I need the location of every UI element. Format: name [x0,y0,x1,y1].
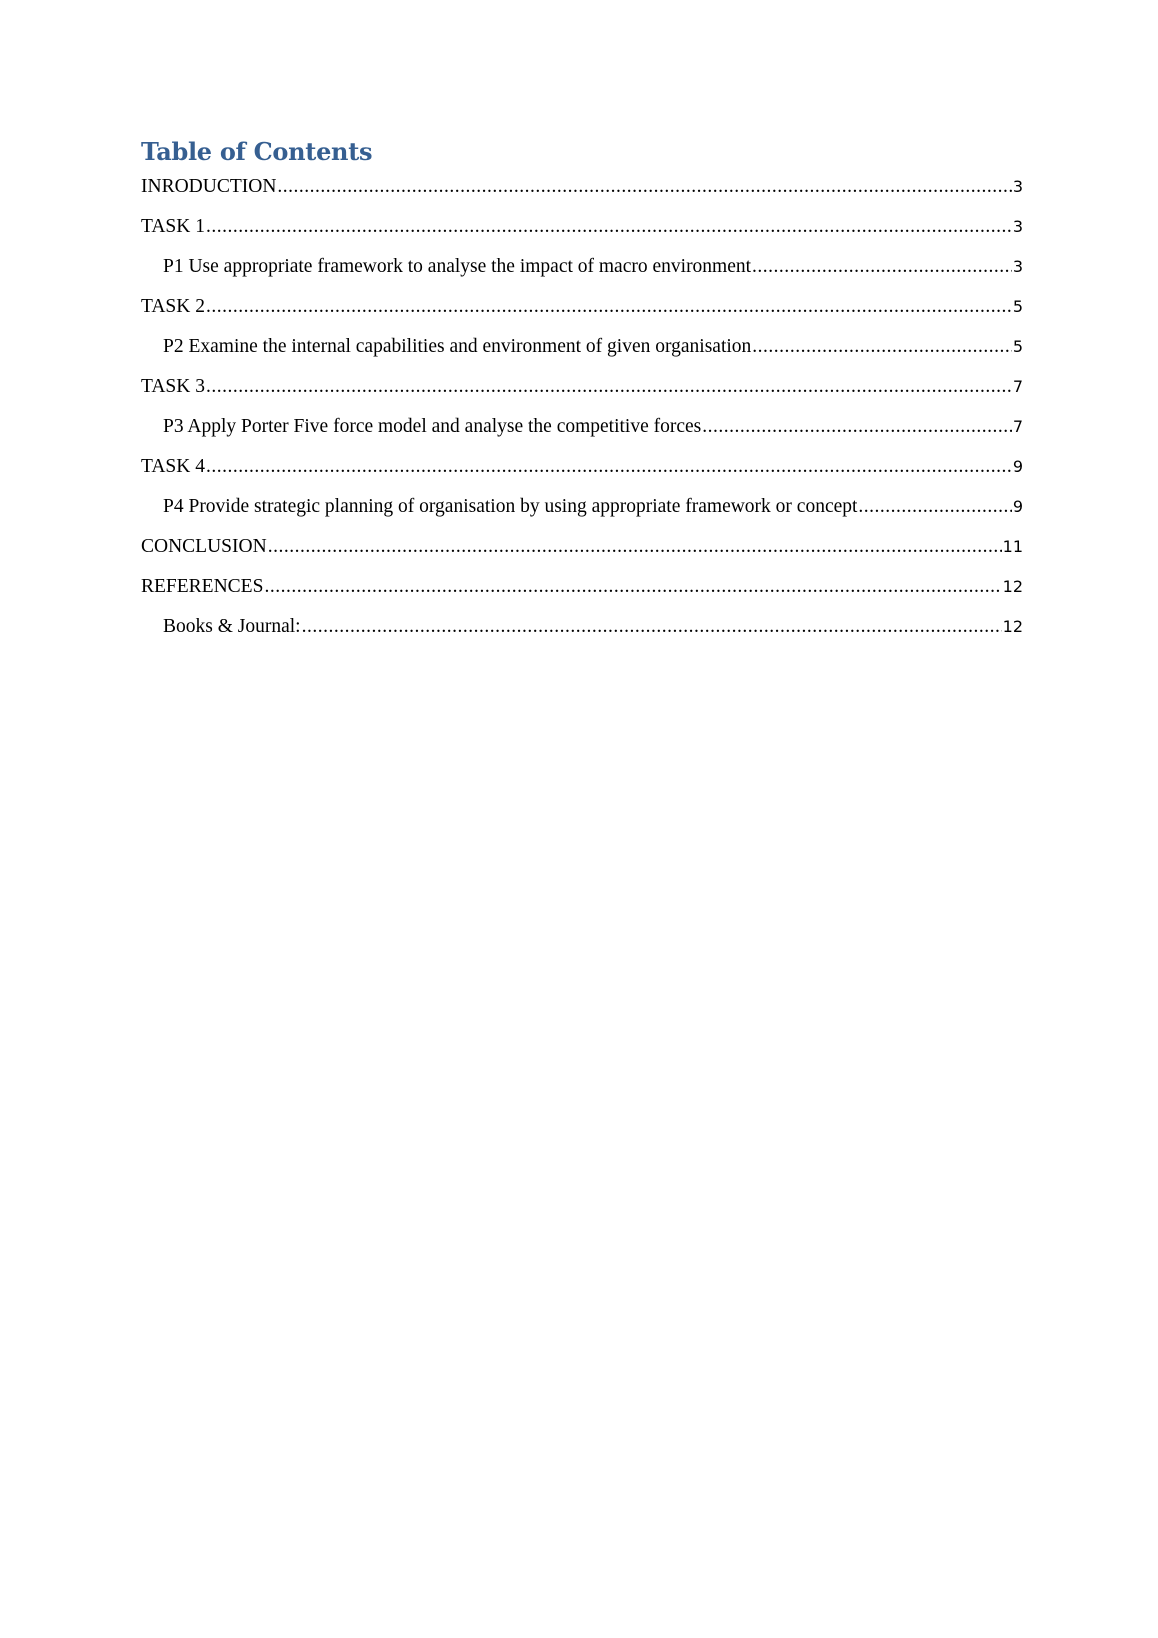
toc-entry-label: TASK 2 [141,296,205,317]
toc-list [141,176,1023,656]
toc-heading: Table of Contents [141,137,373,166]
toc-entry-p2[interactable] [141,336,1023,376]
toc-entry-task-4[interactable] [141,456,1023,496]
toc-page-number: 3 [1012,257,1023,276]
toc-entry-task-3[interactable] [141,376,1023,416]
toc-dot-leader [277,176,1011,198]
toc-entry-label: P2 Examine the internal capabilities and environment of given organisation [163,336,752,357]
toc-entry-label: CONCLUSION [141,536,267,557]
toc-entry-conclusion[interactable] [141,536,1023,576]
toc-page-number: 7 [1012,417,1023,436]
toc-entry-label: P1 Use appropriate framework to analyse the impact of macro environment [163,256,752,277]
toc-dot-leader [206,216,1012,238]
toc-entry-label: P3 Apply Porter Five force model and analyse the competitive forces [163,416,702,437]
toc-page-number: 7 [1012,377,1023,396]
toc-page-number: 12 [1002,577,1023,596]
toc-entry-label: INRODUCTION [141,176,277,197]
toc-page-number: 11 [1002,537,1023,556]
toc-page-number: 5 [1012,337,1023,356]
toc-entry-task-2[interactable] [141,296,1023,336]
toc-dot-leader [302,616,1002,638]
toc-page-number: 3 [1012,217,1023,236]
toc-dot-leader [858,496,1011,518]
toc-entry-label: TASK 4 [141,456,205,477]
toc-entry-label: P4 Provide strategic planning of organisation by using appropriate framework or concept [163,496,858,517]
toc-dot-leader [206,376,1012,398]
toc-dot-leader [206,456,1012,478]
toc-page-number: 3 [1012,177,1023,196]
toc-page-number: 5 [1012,297,1023,316]
toc-dot-leader [752,336,1012,358]
toc-entry-task-1[interactable] [141,216,1023,256]
toc-page-number: 9 [1012,457,1023,476]
toc-entry-introduction[interactable] [141,176,1023,216]
toc-entry-books-journal[interactable] [141,616,1023,656]
toc-dot-leader [206,296,1012,318]
toc-entry-label: REFERENCES [141,576,264,597]
toc-page-number: 12 [1002,617,1023,636]
toc-dot-leader [264,576,1001,598]
toc-entry-references[interactable] [141,576,1023,616]
toc-dot-leader [268,536,1002,558]
toc-dot-leader [702,416,1012,438]
toc-entry-p1[interactable] [141,256,1023,296]
toc-page-number: 9 [1012,497,1023,516]
toc-entry-label: TASK 1 [141,216,205,237]
toc-entry-label: TASK 3 [141,376,205,397]
toc-entry-p4[interactable] [141,496,1023,536]
toc-dot-leader [752,256,1012,278]
toc-entry-p3[interactable] [141,416,1023,456]
toc-entry-label: Books & Journal: [163,616,301,637]
